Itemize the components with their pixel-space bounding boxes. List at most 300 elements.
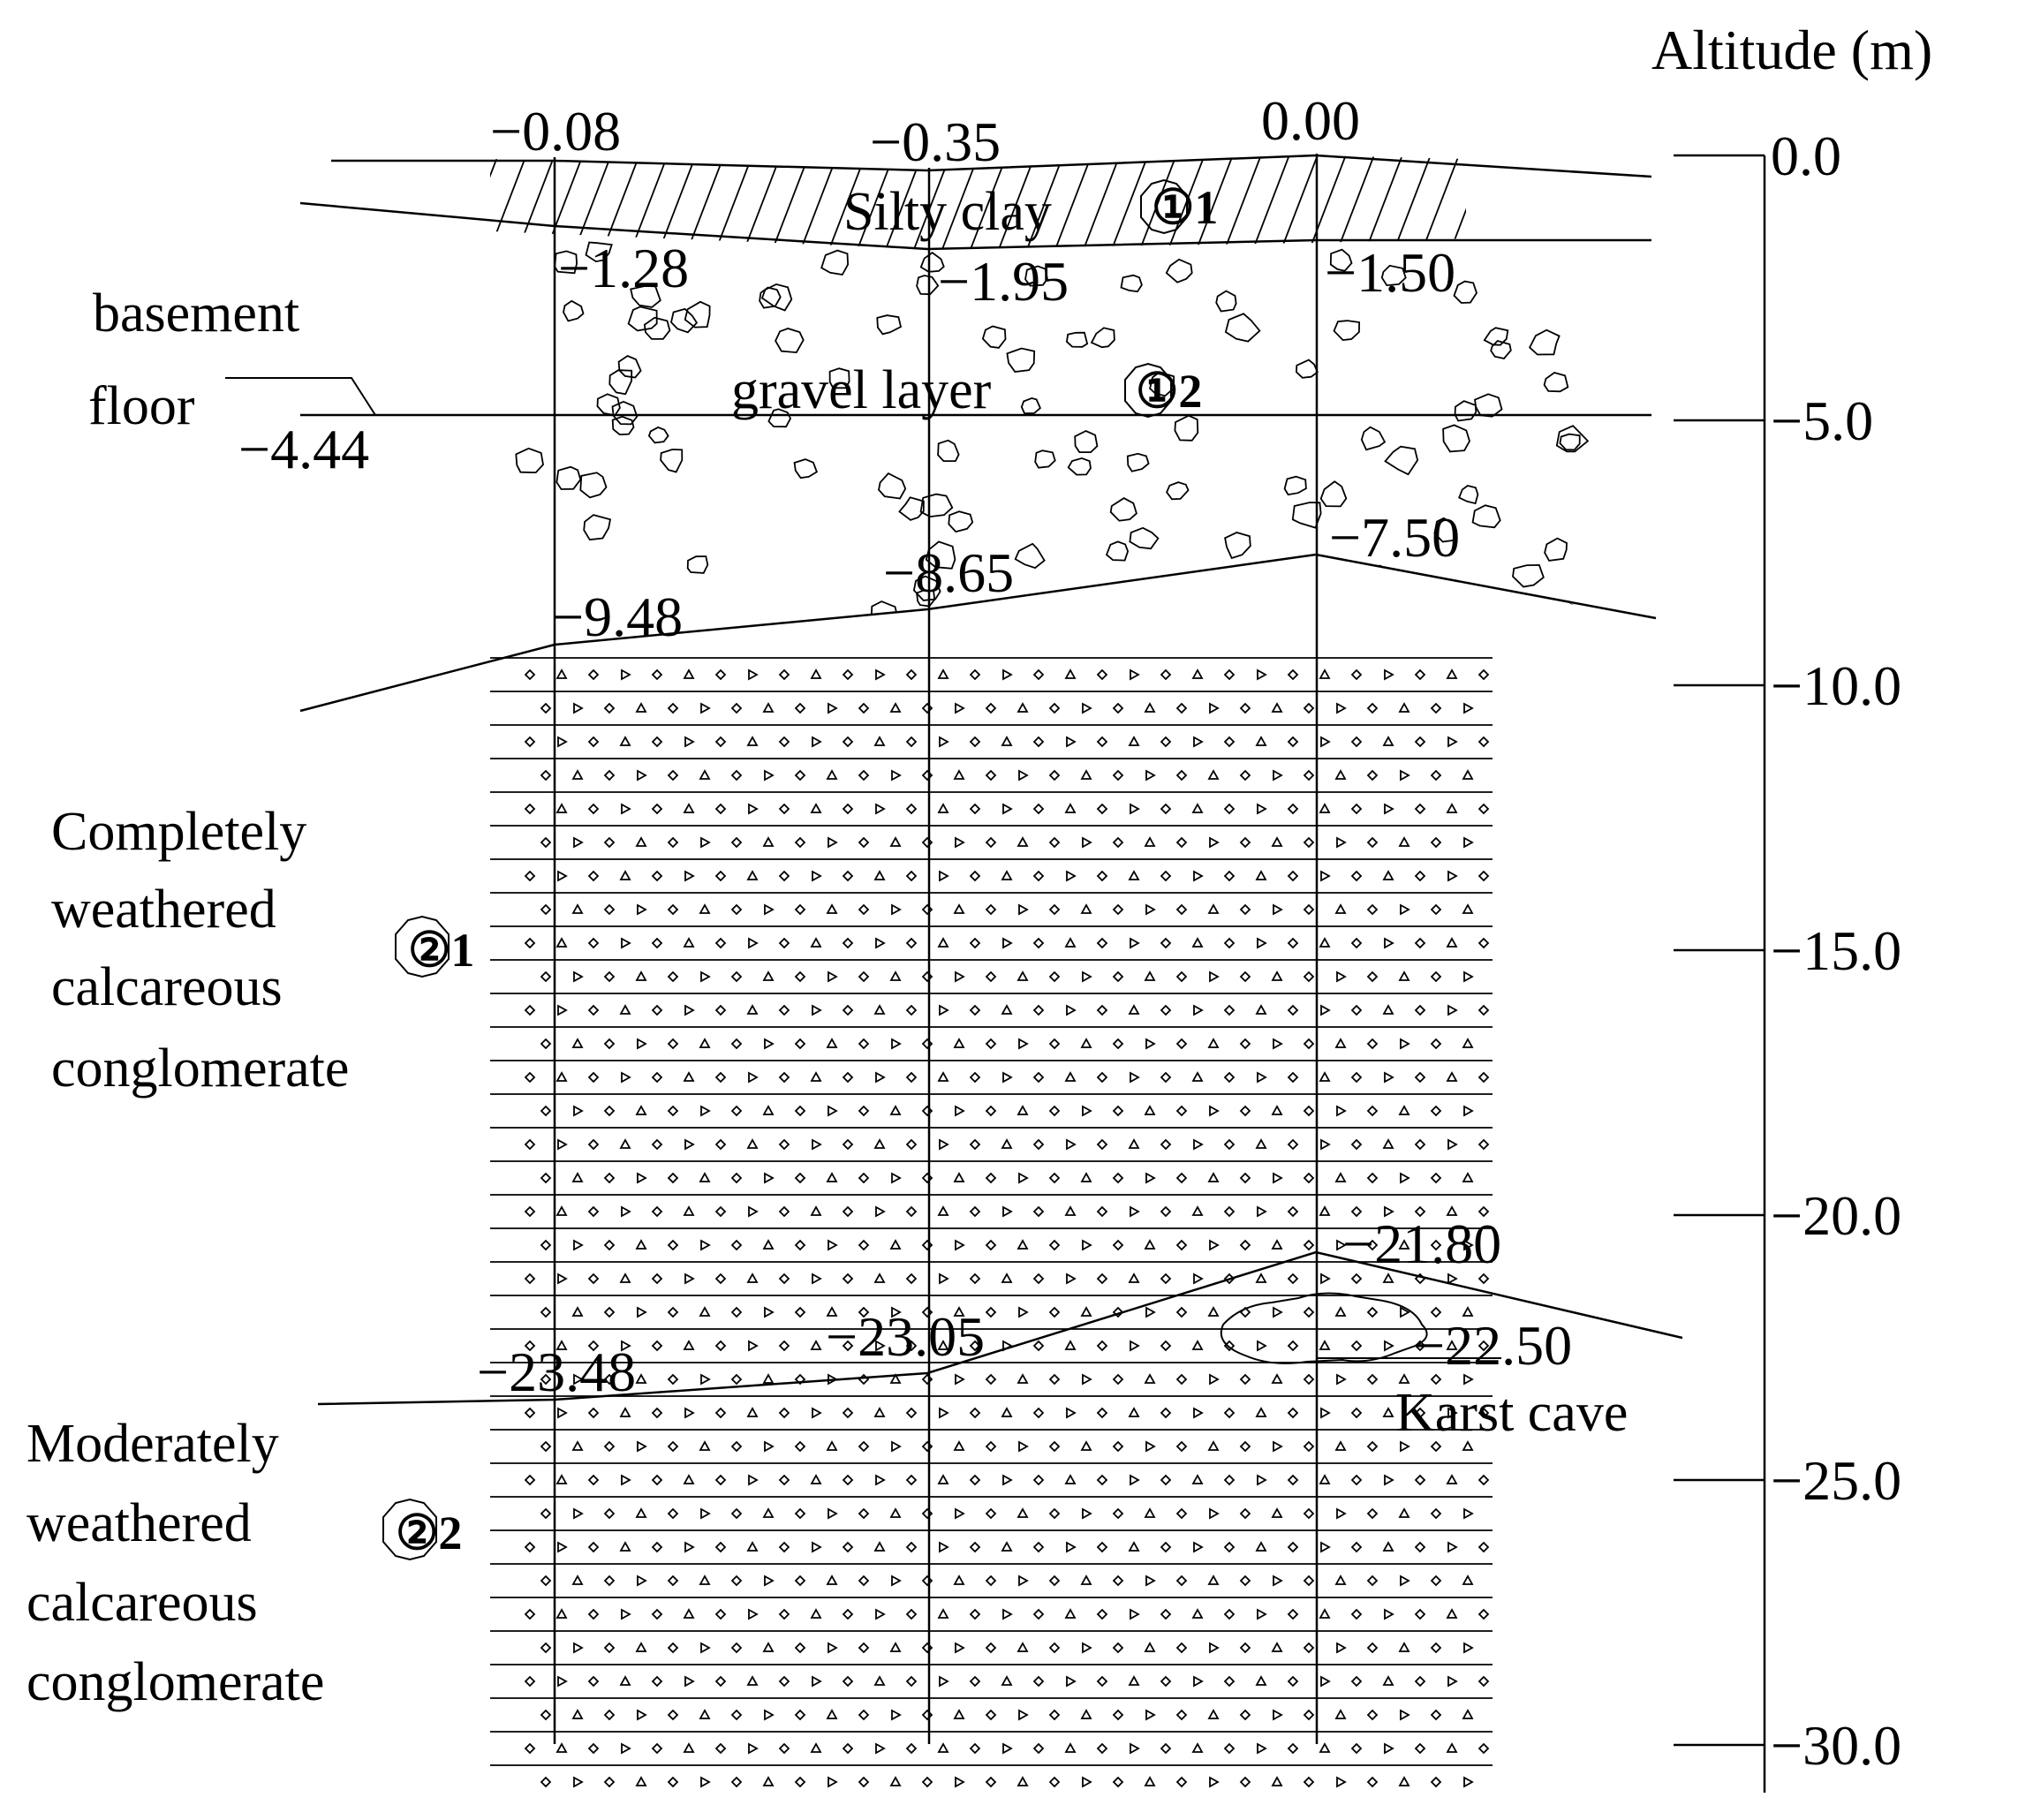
- rock-symbol: [1385, 1610, 1393, 1619]
- rock-symbol: [1273, 1710, 1281, 1719]
- pebble: [688, 556, 708, 573]
- rock-symbol: [1384, 1140, 1393, 1148]
- rock-symbol: [1289, 1476, 1297, 1484]
- rock-symbol: [653, 670, 661, 679]
- hatch-line: [685, 146, 728, 256]
- rock-symbol: [1050, 905, 1059, 914]
- rock-symbol: [1098, 1073, 1107, 1082]
- rock-symbol: [605, 972, 614, 981]
- rock-symbol: [843, 1744, 852, 1753]
- rock-symbol: [541, 838, 550, 847]
- rock-symbol: [1209, 771, 1218, 779]
- rock-symbol: [1130, 1341, 1138, 1350]
- rock-symbol: [1098, 804, 1107, 813]
- rock-symbol: [1161, 872, 1170, 880]
- rock-symbol: [669, 1643, 677, 1652]
- rock-symbol: [1130, 1140, 1138, 1148]
- rock-symbol: [892, 1039, 900, 1048]
- rock-symbol: [749, 670, 757, 679]
- rock-symbol: [1416, 872, 1425, 880]
- rock-symbol: [923, 1643, 932, 1652]
- rock-symbol: [669, 1576, 677, 1585]
- rock-symbol: [732, 704, 741, 713]
- rock-symbol: [1320, 1610, 1329, 1618]
- rock-symbol: [1098, 737, 1107, 746]
- pebble: [1334, 321, 1360, 340]
- rock-symbol: [732, 1778, 741, 1786]
- rock-symbol: [684, 670, 693, 678]
- rock-symbol: [956, 1509, 964, 1518]
- rock-symbol: [1464, 1778, 1472, 1786]
- rock-symbol: [812, 1006, 820, 1015]
- pebble: [1067, 333, 1087, 347]
- rock-symbol: [1034, 1274, 1043, 1283]
- rock-symbol: [780, 1274, 789, 1283]
- rock-symbol: [986, 972, 995, 981]
- rock-symbol: [923, 1778, 932, 1786]
- rock-symbol: [589, 1744, 598, 1753]
- rock-symbol: [1019, 1174, 1027, 1182]
- rock-symbol: [955, 1039, 964, 1047]
- completely-weathered-line4: conglomerate: [51, 1038, 350, 1099]
- rock-symbol: [716, 1677, 725, 1686]
- rock-symbol: [573, 1576, 582, 1584]
- rock-symbol: [859, 838, 868, 847]
- rock-symbol: [843, 939, 852, 948]
- rock-symbol: [1145, 1509, 1154, 1517]
- rock-symbol: [859, 1778, 868, 1786]
- rock-symbol: [1067, 1006, 1075, 1015]
- rock-symbol: [986, 1308, 995, 1317]
- rock-symbol: [1019, 771, 1027, 780]
- rock-symbol: [1177, 1576, 1186, 1585]
- rock-symbol: [1257, 1006, 1266, 1014]
- rock-symbol: [716, 939, 725, 948]
- rock-symbol: [764, 1106, 773, 1114]
- rock-symbol: [541, 1308, 550, 1317]
- rock-symbol: [1130, 1744, 1138, 1753]
- rock-symbol: [1289, 1006, 1297, 1015]
- rock-symbol: [843, 804, 852, 813]
- pebble: [1216, 291, 1236, 312]
- rock-symbol: [701, 972, 709, 981]
- rock-symbol: [1098, 1341, 1107, 1350]
- rock-symbol: [892, 1174, 900, 1182]
- pebble: [1130, 528, 1158, 549]
- rock-symbol: [1018, 1375, 1027, 1383]
- rock-symbol: [1146, 1710, 1154, 1719]
- rock-symbol: [1050, 1576, 1059, 1585]
- rock-symbol: [780, 1476, 789, 1484]
- bh1-top-label: −0.08: [490, 100, 622, 162]
- rock-symbol: [1289, 670, 1297, 679]
- rock-symbol: [796, 1308, 805, 1317]
- rock-symbol: [1114, 838, 1122, 847]
- rock-symbol: [1336, 1576, 1345, 1584]
- rock-symbol: [859, 1241, 868, 1250]
- rock-symbol: [1177, 972, 1186, 981]
- rock-symbol: [971, 1744, 979, 1753]
- rock-symbol: [700, 1308, 709, 1316]
- rock-symbol: [1320, 1341, 1329, 1349]
- pebble: [1167, 482, 1188, 499]
- pebble: [516, 449, 543, 472]
- pebble: [1069, 458, 1091, 475]
- rock-symbol: [923, 1442, 932, 1451]
- rock-symbol: [1082, 1442, 1091, 1450]
- rock-symbol: [1034, 670, 1043, 679]
- rock-symbol: [940, 1274, 948, 1283]
- rock-symbol: [605, 838, 614, 847]
- rock-symbol: [828, 771, 836, 779]
- rock-symbol: [859, 1442, 868, 1451]
- rock-symbol: [875, 1543, 884, 1551]
- rock-symbol: [940, 1140, 948, 1149]
- rock-symbol: [1145, 1778, 1154, 1786]
- rock-symbol: [859, 1643, 868, 1652]
- gravel-layer-label: gravel layer: [731, 360, 992, 420]
- rock-symbol: [1273, 972, 1281, 980]
- rock-symbol: [1177, 1039, 1186, 1048]
- rock-symbol: [684, 1207, 693, 1215]
- rock-symbol: [1257, 872, 1266, 880]
- rock-symbol: [843, 737, 852, 746]
- rock-symbol: [574, 1778, 582, 1786]
- rock-symbol: [956, 838, 964, 847]
- rock-symbol: [1479, 1073, 1488, 1082]
- rock-symbol: [1289, 1543, 1297, 1552]
- rock-symbol: [891, 1509, 900, 1517]
- rock-symbol: [685, 737, 693, 746]
- rock-symbol: [1241, 704, 1250, 713]
- rock-symbol: [749, 1073, 757, 1082]
- rock-symbol: [573, 1710, 582, 1718]
- rock-symbol: [1352, 1543, 1361, 1552]
- pebble: [1016, 544, 1045, 568]
- rock-symbol: [573, 771, 582, 779]
- karst-cave-label: Karst cave: [1395, 1383, 1629, 1443]
- bh2-gravel-base-label: −8.65: [883, 541, 1015, 604]
- rock-symbol: [1194, 1677, 1202, 1686]
- rock-symbol: [1368, 1174, 1377, 1182]
- rock-symbol: [716, 737, 725, 746]
- rock-symbol: [796, 1710, 805, 1719]
- rock-symbol: [812, 1610, 820, 1618]
- rock-symbol: [876, 670, 884, 679]
- pebble: [1513, 565, 1544, 587]
- rock-symbol: [1177, 1710, 1186, 1719]
- rock-symbol: [1082, 905, 1091, 913]
- rock-symbol: [1161, 939, 1170, 948]
- rock-symbol: [1432, 1039, 1440, 1048]
- rock-symbol: [1352, 872, 1361, 880]
- rock-symbol: [1401, 1576, 1409, 1585]
- rock-symbol: [1257, 1408, 1266, 1416]
- rock-symbol: [1193, 1341, 1202, 1349]
- rock-symbol: [955, 1442, 964, 1450]
- rock-symbol: [1401, 1442, 1409, 1451]
- rock-symbol: [574, 1643, 582, 1652]
- rock-symbol: [1289, 1341, 1297, 1350]
- rock-symbol: [1321, 1006, 1329, 1015]
- rock-symbol: [653, 1207, 661, 1216]
- rock-symbol: [923, 771, 932, 780]
- rock-symbol: [780, 1073, 789, 1082]
- rock-symbol: [669, 1442, 677, 1451]
- rock-symbol: [1034, 804, 1043, 813]
- rock-symbol: [621, 872, 630, 880]
- rock-symbol: [1464, 704, 1472, 713]
- rock-symbol: [1289, 1140, 1297, 1149]
- rock-symbol: [1209, 905, 1218, 913]
- rock-symbol: [573, 1039, 582, 1047]
- rock-symbol: [1114, 1039, 1122, 1048]
- rock-symbol: [1130, 1274, 1138, 1282]
- rock-symbol: [684, 1610, 693, 1618]
- rock-symbol: [732, 838, 741, 847]
- rock-symbol: [1066, 1341, 1075, 1349]
- axis-tick-label: −5.0: [1771, 389, 1874, 452]
- rock-symbol: [716, 1610, 725, 1619]
- rock-symbol: [1368, 771, 1377, 780]
- rock-symbol: [1289, 1610, 1297, 1619]
- rock-symbol: [986, 704, 995, 713]
- rock-symbol: [525, 939, 534, 948]
- pebble: [1386, 447, 1418, 475]
- rock-symbol: [876, 1073, 884, 1082]
- axis-tick-label: −25.0: [1771, 1449, 1902, 1512]
- rock-symbol: [1368, 1308, 1377, 1317]
- rock-symbol: [1304, 838, 1313, 847]
- rock-symbol: [812, 1207, 820, 1215]
- rock-symbol: [716, 1543, 725, 1552]
- rock-symbol: [637, 838, 646, 846]
- rock-symbol: [574, 1509, 582, 1518]
- rock-symbol: [1002, 1006, 1011, 1014]
- rock-symbol: [541, 1576, 550, 1585]
- rock-symbol: [1225, 1207, 1234, 1216]
- rock-symbol: [1384, 737, 1393, 745]
- rock-symbol: [1352, 804, 1361, 813]
- rock-symbol: [1130, 1677, 1138, 1685]
- rock-symbol: [876, 939, 884, 948]
- bh1-clay-base-label: −1.28: [558, 237, 690, 299]
- rock-symbol: [956, 1241, 964, 1250]
- basement-label-line1: basement: [93, 283, 300, 344]
- rock-symbol: [796, 905, 805, 914]
- rock-symbol: [1114, 1778, 1122, 1786]
- rock-symbol: [891, 704, 900, 712]
- rock-symbol: [796, 771, 805, 780]
- gravel-code-text: ①2: [1136, 365, 1203, 418]
- rock-symbol: [1479, 1006, 1488, 1015]
- rock-symbol: [986, 1442, 995, 1451]
- rock-symbol: [1400, 838, 1409, 846]
- rock-symbol: [1337, 972, 1345, 981]
- rock-symbol: [892, 1710, 900, 1719]
- altitude-axis: [1651, 19, 1932, 1793]
- rock-symbol: [892, 905, 900, 914]
- rock-symbol: [796, 704, 805, 713]
- rock-symbol: [1193, 939, 1202, 947]
- rock-symbol: [1352, 939, 1361, 948]
- rock-symbol: [1225, 1744, 1234, 1753]
- rock-symbol: [716, 1408, 725, 1417]
- rock-symbol: [716, 804, 725, 813]
- rock-symbol: [1432, 1174, 1440, 1182]
- rock-symbol: [1289, 737, 1297, 746]
- rock-symbol: [1241, 1442, 1250, 1451]
- rock-symbol: [637, 704, 646, 712]
- rock-symbol: [1432, 1710, 1440, 1719]
- rock-symbol: [716, 872, 725, 880]
- rock-symbol: [1447, 1744, 1456, 1752]
- rock-symbol: [716, 1341, 725, 1350]
- completely-weathered-line1: Completely: [51, 802, 307, 862]
- rock-symbol: [796, 1241, 805, 1250]
- moderately-weathered-line4: conglomerate: [26, 1652, 325, 1712]
- pebble: [1545, 373, 1568, 391]
- rock-symbol: [812, 1744, 820, 1752]
- rock-symbol: [669, 1509, 677, 1518]
- rock-symbol: [1083, 1509, 1091, 1518]
- rock-symbol: [1368, 1039, 1377, 1048]
- rock-symbol: [1210, 838, 1218, 847]
- rock-symbol: [1304, 972, 1313, 981]
- rock-symbol: [1034, 1006, 1043, 1015]
- rock-symbol: [986, 1174, 995, 1182]
- rock-symbol: [525, 1207, 534, 1216]
- rock-symbol: [1161, 1476, 1170, 1484]
- rock-symbol: [1447, 1476, 1456, 1484]
- rock-symbol: [1161, 1207, 1170, 1216]
- rock-symbol: [749, 1207, 757, 1216]
- rock-symbol: [541, 1241, 550, 1250]
- rock-symbol: [732, 905, 741, 914]
- rock-symbol: [1194, 872, 1202, 880]
- rock-symbol: [700, 905, 709, 913]
- rock-symbol: [1082, 1174, 1091, 1182]
- rock-symbol: [1289, 939, 1297, 948]
- rock-symbol: [1273, 1442, 1281, 1451]
- silty-clay-label: Silty clay: [843, 182, 1052, 242]
- rock-symbol: [1114, 1241, 1122, 1250]
- rock-symbol: [1034, 1207, 1043, 1216]
- rock-symbol: [875, 1140, 884, 1148]
- rock-symbol: [1368, 1106, 1377, 1115]
- rock-symbol: [1448, 1140, 1456, 1149]
- rock-symbol: [828, 1241, 836, 1250]
- rock-symbol: [1225, 1543, 1234, 1552]
- rock-symbol: [525, 1543, 534, 1552]
- rock-symbol: [1130, 1610, 1138, 1619]
- rock-symbol: [828, 704, 836, 713]
- rock-symbol: [1464, 1509, 1472, 1518]
- rock-symbol: [1083, 838, 1091, 847]
- rock-symbol: [780, 804, 789, 813]
- rock-symbol: [765, 771, 773, 780]
- rock-symbol: [1019, 1308, 1027, 1317]
- rock-symbol: [1464, 1643, 1472, 1652]
- pebble: [1035, 450, 1055, 468]
- completely-weathered-code: [396, 917, 474, 977]
- rock-symbol: [605, 1710, 614, 1719]
- pebble: [1296, 360, 1318, 378]
- rock-symbol: [1193, 1207, 1202, 1215]
- rock-symbol: [1257, 1274, 1266, 1282]
- rock-symbol: [1210, 1375, 1218, 1384]
- rock-symbol: [1479, 1677, 1488, 1686]
- rock-symbol: [1321, 1543, 1329, 1552]
- rock-symbol: [1463, 1174, 1472, 1182]
- rock-symbol: [1273, 1106, 1281, 1114]
- bh1-gravel-base-label: −9.48: [552, 585, 684, 648]
- rock-symbol: [1479, 1140, 1488, 1149]
- rock-symbol: [573, 1174, 582, 1182]
- pebble: [1128, 454, 1149, 472]
- rock-symbol: [986, 1106, 995, 1115]
- rock-symbol: [1050, 1643, 1059, 1652]
- rock-symbol: [1098, 1408, 1107, 1417]
- rock-symbol: [1098, 1207, 1107, 1216]
- rock-symbol: [1432, 1442, 1440, 1451]
- rock-symbol: [1114, 1576, 1122, 1585]
- rock-symbol: [1304, 1039, 1313, 1048]
- rock-symbol: [923, 1174, 932, 1182]
- rock-symbol: [1225, 872, 1234, 880]
- rock-symbol: [780, 1006, 789, 1015]
- rock-symbol: [1432, 1643, 1440, 1652]
- rock-symbol: [923, 905, 932, 914]
- rock-symbol: [1050, 1375, 1059, 1384]
- rock-symbol: [939, 939, 948, 947]
- rock-symbol: [749, 1341, 757, 1350]
- rock-symbol: [716, 1744, 725, 1753]
- rock-symbol: [891, 1643, 900, 1651]
- rock-symbol: [653, 1073, 661, 1082]
- rock-symbol: [859, 1106, 868, 1115]
- rock-symbol: [1416, 939, 1425, 948]
- rock-symbol: [1210, 704, 1218, 713]
- rock-symbol: [525, 1744, 534, 1753]
- rock-symbol: [637, 1778, 646, 1786]
- rock-symbol: [525, 1476, 534, 1484]
- rock-symbol: [1416, 1476, 1425, 1484]
- rock-symbol: [971, 737, 979, 746]
- rock-symbol: [1463, 905, 1472, 913]
- moderately-weathered-code-text: ②2: [396, 1507, 463, 1559]
- rock-symbol: [1289, 1408, 1297, 1417]
- rock-symbol: [939, 670, 948, 678]
- rock-symbol: [1161, 1677, 1170, 1686]
- rock-symbol: [1258, 939, 1266, 948]
- hatch-line: [714, 146, 756, 256]
- bh3-top-label: 0.00: [1261, 89, 1360, 152]
- rock-symbol: [621, 1274, 630, 1282]
- rock-symbol: [1416, 670, 1425, 679]
- rock-symbol: [859, 972, 868, 981]
- rock-symbol: [907, 1677, 916, 1686]
- rock-symbol: [765, 905, 773, 914]
- rock-symbol: [557, 804, 566, 812]
- rock-symbol: [1050, 1039, 1059, 1048]
- rock-symbol: [1289, 1274, 1297, 1283]
- rock-symbol: [1241, 972, 1250, 981]
- rock-symbol: [876, 1207, 884, 1216]
- rock-symbol: [525, 804, 534, 813]
- rock-symbol: [843, 1274, 852, 1283]
- rock-symbol: [1416, 737, 1425, 746]
